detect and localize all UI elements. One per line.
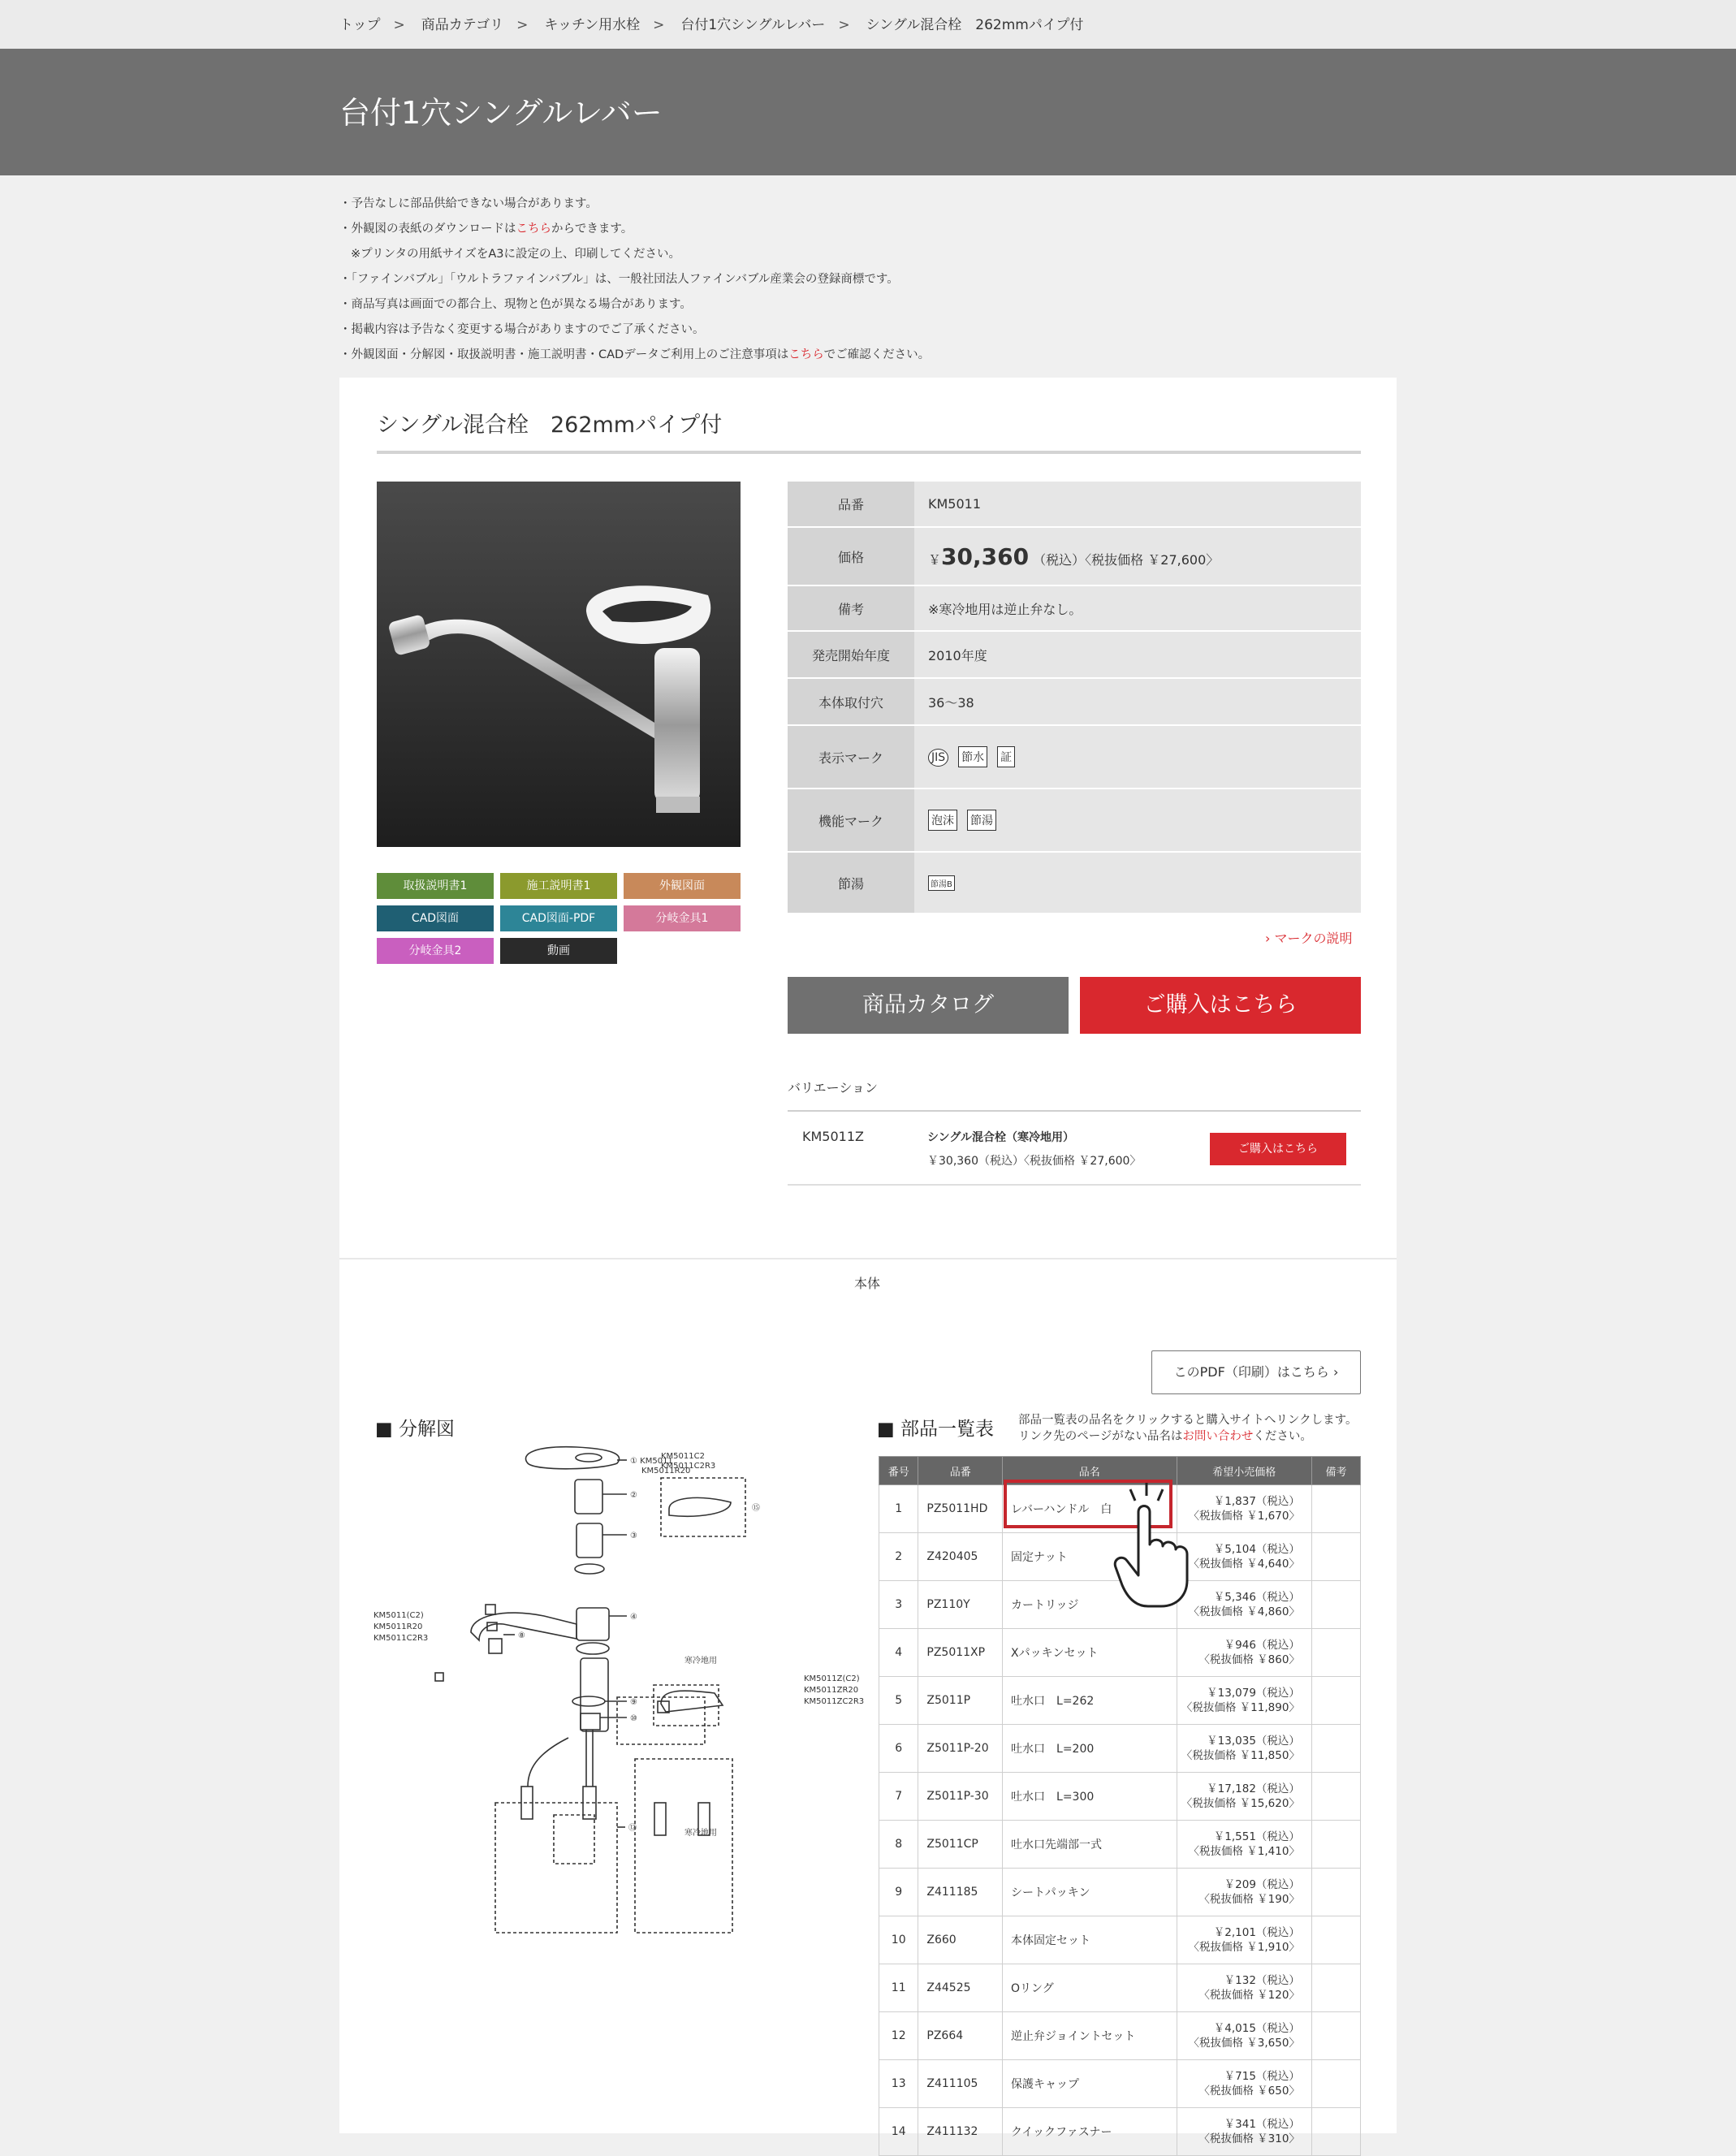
part-code: Z5011P-20 bbox=[918, 1725, 1003, 1773]
diagram-callout: ① KM5011 bbox=[630, 1457, 673, 1466]
note-text: ・外観図面・分解図・取扱説明書・施工説明書・CADデータご利用上のご注意事項は bbox=[339, 348, 789, 361]
table-row bbox=[879, 1821, 1361, 1869]
diagram-callout: ③ bbox=[630, 1532, 637, 1540]
spec-row bbox=[788, 852, 1361, 914]
header-price: 希望小売価格 bbox=[1177, 1457, 1311, 1485]
price-incl-tax: ￥2,101（税込） bbox=[1213, 1926, 1300, 1939]
exploded-view-title: ■ 分解図 bbox=[375, 1419, 456, 1440]
part-name-link[interactable]: 吐水口先端部一式 bbox=[1003, 1821, 1177, 1869]
note: ・予告なしに部品供給できない場合があります。 bbox=[339, 197, 598, 210]
part-number: 12 bbox=[879, 2012, 918, 2060]
parts-list-title: ■ 部品一覧表 bbox=[877, 1419, 995, 1440]
spec-label: 表示マーク bbox=[788, 725, 914, 789]
price-incl-tax: ￥946（税込） bbox=[1224, 1639, 1300, 1652]
spec-row bbox=[788, 482, 1361, 527]
price-excl-tax: 〈税抜価格 ￥1,410〉 bbox=[1188, 1845, 1300, 1858]
part-remarks bbox=[1311, 1916, 1360, 1964]
table-row bbox=[879, 2012, 1361, 2060]
note: ・「ファインバブル」「ウルトラファインバブル」は、一般社団法人ファインバブル産業会の登録商標です。 bbox=[339, 273, 899, 286]
part-name-link[interactable]: 固定ナット bbox=[1003, 1533, 1177, 1581]
contact-link[interactable]: お問い合わせ bbox=[1182, 1430, 1254, 1443]
part-price bbox=[1177, 1821, 1311, 1869]
part-number: 6 bbox=[879, 1725, 918, 1773]
water-saving-mark-icon: 節水 bbox=[958, 746, 987, 767]
breadcrumb: トップ > 商品カテゴリ > キッチン用水栓 > 台付1穴シングルレバー > シングル混合栓 262mmパイプ付 bbox=[339, 17, 1084, 33]
video-button[interactable]: 動画 bbox=[500, 938, 617, 964]
part-name-link[interactable]: 逆止弁ジョイントセット bbox=[1003, 2012, 1177, 2060]
cad-drawing-button[interactable]: CAD図面 bbox=[377, 905, 494, 931]
spec-row bbox=[788, 725, 1361, 789]
diagram-callout: ④ bbox=[630, 1613, 637, 1622]
section-label: 本体 bbox=[854, 1276, 881, 1291]
part-price bbox=[1177, 2108, 1311, 2156]
pdf-print-button[interactable] bbox=[1151, 1350, 1361, 1394]
note: ・掲載内容は予告なく変更する場合がありますのでご了承ください。 bbox=[339, 323, 705, 336]
divider bbox=[377, 451, 1361, 454]
spec-value: ※寒冷地用は逆止弁なし。 bbox=[914, 585, 1361, 631]
part-code: Z420405 bbox=[918, 1533, 1003, 1581]
part-price bbox=[1177, 2012, 1311, 2060]
download-cover-link[interactable]: こちら bbox=[516, 223, 551, 235]
cad-pdf-button[interactable]: CAD図面-PDF bbox=[500, 905, 617, 931]
part-remarks bbox=[1311, 1677, 1360, 1725]
note: ※プリンタの用紙サイズをA3に設定の上、印刷してください。 bbox=[351, 248, 680, 261]
spec-value: KM5011 bbox=[914, 482, 1361, 527]
mark-explanation-label: マークの説明 bbox=[1274, 931, 1353, 946]
spec-value bbox=[914, 527, 1361, 585]
part-remarks bbox=[1311, 1964, 1360, 2012]
part-name-link[interactable]: シートパッキン bbox=[1003, 1869, 1177, 1916]
spec-row bbox=[788, 678, 1361, 725]
price-excl-tax: 〈税抜価格 ￥860〉 bbox=[1198, 1653, 1300, 1666]
part-number: 2 bbox=[879, 1533, 918, 1581]
diagram-label: 寒冷地用 bbox=[684, 1657, 717, 1666]
table-row bbox=[879, 2060, 1361, 2108]
price-incl-tax: ￥5,346（税込） bbox=[1213, 1591, 1300, 1604]
part-name-link[interactable]: 保護キャップ bbox=[1003, 2060, 1177, 2108]
diagram-label: KM5011C2 bbox=[661, 1452, 705, 1461]
table-row bbox=[879, 1964, 1361, 2012]
part-price bbox=[1177, 2060, 1311, 2108]
branch-fitting-1-button[interactable]: 分岐金具1 bbox=[624, 905, 741, 931]
spec-label: 品番 bbox=[788, 482, 914, 527]
spec-table bbox=[788, 482, 1361, 914]
part-number: 1 bbox=[879, 1485, 918, 1533]
parts-note-text: リンク先のページがない品名は bbox=[1018, 1430, 1183, 1443]
variation-buy-button[interactable]: ご購入はこちら bbox=[1210, 1133, 1346, 1165]
price-incl-tax: ￥1,551（税込） bbox=[1213, 1830, 1300, 1843]
part-remarks bbox=[1311, 1725, 1360, 1773]
price-incl-tax: ￥341（税込） bbox=[1224, 2118, 1300, 2131]
price-incl-tax: ￥132（税込） bbox=[1224, 1974, 1300, 1987]
breadcrumb-item-category[interactable]: 商品カテゴリ bbox=[421, 17, 504, 33]
table-row bbox=[879, 1916, 1361, 1964]
part-remarks bbox=[1311, 1533, 1360, 1581]
part-remarks bbox=[1311, 2060, 1360, 2108]
note: ・商品写真は画面での都合上、現物と色が異なる場合があります。 bbox=[339, 298, 692, 311]
part-name-link[interactable]: レバーハンドル 白 bbox=[1003, 1485, 1177, 1533]
product-title: シングル混合栓 262mmパイプ付 bbox=[377, 413, 723, 438]
price-excl-tax: 〈税抜価格 ￥4,860〉 bbox=[1188, 1605, 1300, 1618]
note bbox=[339, 217, 930, 242]
part-code: Z411132 bbox=[918, 2108, 1003, 2156]
diagram-label: KM5011C2R3 bbox=[374, 1634, 429, 1643]
variation-label: バリエーション bbox=[788, 1080, 879, 1095]
hand-pointer-icon bbox=[1111, 1480, 1192, 1609]
parts-note-text: ください。 bbox=[1253, 1430, 1312, 1443]
foam-mark-icon: 泡沫 bbox=[928, 810, 957, 831]
price-incl-tax: ￥13,079（税込） bbox=[1207, 1687, 1300, 1700]
part-number: 14 bbox=[879, 2108, 918, 2156]
part-code: Z44525 bbox=[918, 1964, 1003, 2012]
part-code: Z660 bbox=[918, 1916, 1003, 1964]
spec-row bbox=[788, 789, 1361, 852]
spec-label: 節湯 bbox=[788, 852, 914, 914]
price-main: 30,360 bbox=[941, 542, 1030, 570]
manual-button[interactable]: 取扱説明書1 bbox=[377, 873, 494, 899]
price-incl-tax: ￥4,015（税込） bbox=[1213, 2022, 1300, 2035]
chevron-right-icon: › bbox=[1265, 931, 1271, 946]
price-excl-tax: 〈税抜価格 ￥310〉 bbox=[1198, 2132, 1300, 2145]
price-excl-tax: 〈税抜価格 ￥190〉 bbox=[1198, 1893, 1300, 1906]
part-code: Z5011P bbox=[918, 1677, 1003, 1725]
part-price bbox=[1177, 1485, 1311, 1533]
buy-button[interactable]: ご購入はこちら bbox=[1080, 977, 1361, 1034]
part-price bbox=[1177, 1533, 1311, 1581]
parts-note bbox=[1018, 1412, 1357, 1445]
price-excl-tax: 〈税抜価格 ￥120〉 bbox=[1198, 1989, 1300, 2002]
note-text: からできます。 bbox=[551, 223, 633, 235]
part-number: 13 bbox=[879, 2060, 918, 2108]
price-excl-tax: 〈税抜価格 ￥15,620〉 bbox=[1181, 1797, 1300, 1810]
price-tax: （税込）〈税抜価格 ￥27,600〉 bbox=[1033, 551, 1220, 568]
variation-price: ￥30,360（税込）〈税抜価格 ￥27,600〉 bbox=[927, 1155, 1142, 1168]
divider bbox=[788, 1110, 1361, 1112]
part-number: 5 bbox=[879, 1677, 918, 1725]
part-name-link[interactable]: 吐水口 L=200 bbox=[1003, 1725, 1177, 1773]
note-text: ・外観図の表紙のダウンロードは bbox=[339, 223, 516, 235]
part-number: 4 bbox=[879, 1629, 918, 1677]
price-incl-tax: ￥1,837（税込） bbox=[1213, 1495, 1300, 1508]
part-price bbox=[1177, 1629, 1311, 1677]
divider bbox=[339, 1258, 1397, 1259]
part-name-link[interactable]: Oリング bbox=[1003, 1964, 1177, 2012]
part-number: 11 bbox=[879, 1964, 918, 2012]
part-remarks bbox=[1311, 1869, 1360, 1916]
part-name-link[interactable]: 本体固定セット bbox=[1003, 1916, 1177, 1964]
price-incl-tax: ￥715（税込） bbox=[1224, 2070, 1300, 2083]
part-remarks bbox=[1311, 1773, 1360, 1821]
chevron-right-icon: › bbox=[1332, 1364, 1339, 1380]
breadcrumb-item-single-lever[interactable]: 台付1穴シングルレバー bbox=[680, 17, 826, 33]
diagram-callout: ⑧ bbox=[518, 1631, 525, 1640]
hot-saving-mark-icon: 節湯 bbox=[967, 810, 996, 831]
spec-label: 価格 bbox=[788, 527, 914, 585]
exploded-diagram bbox=[374, 1445, 877, 2046]
part-remarks bbox=[1311, 2012, 1360, 2060]
price-incl-tax: ￥209（税込） bbox=[1224, 1878, 1300, 1891]
terms-link[interactable]: こちら bbox=[788, 348, 824, 361]
spec-value bbox=[914, 852, 1361, 914]
part-remarks bbox=[1311, 1821, 1360, 1869]
spec-value: 2010年度 bbox=[914, 631, 1361, 678]
diagram-label: 寒冷地用 bbox=[684, 1829, 717, 1838]
part-code: PZ5011HD bbox=[918, 1485, 1003, 1533]
part-number: 3 bbox=[879, 1581, 918, 1629]
part-remarks bbox=[1311, 2108, 1360, 2156]
exterior-drawing-button[interactable]: 外観図面 bbox=[624, 873, 741, 899]
part-price bbox=[1177, 1677, 1311, 1725]
price-excl-tax: 〈税抜価格 ￥1,670〉 bbox=[1188, 1510, 1300, 1523]
parts-note-line bbox=[1018, 1428, 1357, 1445]
mark-explanation-link[interactable] bbox=[1265, 928, 1353, 947]
header-code: 品番 bbox=[918, 1457, 1003, 1485]
certified-mark-icon: 証 bbox=[997, 746, 1015, 767]
note bbox=[339, 343, 930, 368]
part-remarks bbox=[1311, 1629, 1360, 1677]
spec-label: 備考 bbox=[788, 585, 914, 631]
note-text: でご確認ください。 bbox=[823, 348, 931, 361]
diagram-label: KM5011R20 bbox=[641, 1467, 691, 1475]
diagram-label: KM5011Z(C2) bbox=[804, 1674, 860, 1683]
part-name-link[interactable]: Xパッキンセット bbox=[1003, 1629, 1177, 1677]
table-row bbox=[879, 1677, 1361, 1725]
variation-name: シングル混合栓（寒冷地用） bbox=[927, 1131, 1074, 1144]
breadcrumb-item-current: シングル混合栓 262mmパイプ付 bbox=[866, 17, 1084, 33]
table-row bbox=[879, 1869, 1361, 1916]
part-code: PZ5011XP bbox=[918, 1629, 1003, 1677]
spec-label: 発売開始年度 bbox=[788, 631, 914, 678]
price-excl-tax: 〈税抜価格 ￥11,890〉 bbox=[1181, 1701, 1300, 1714]
page-header bbox=[0, 49, 1736, 175]
pdf-print-label: このPDF（印刷）はこちら bbox=[1173, 1364, 1329, 1380]
part-number: 8 bbox=[879, 1821, 918, 1869]
product-card bbox=[339, 378, 1397, 1271]
diagram-label: KM5011ZR20 bbox=[804, 1686, 859, 1695]
product-photo bbox=[377, 482, 741, 847]
part-price bbox=[1177, 1916, 1311, 1964]
header-number: 番号 bbox=[879, 1457, 918, 1485]
divider bbox=[788, 1184, 1361, 1186]
part-code: PZ664 bbox=[918, 2012, 1003, 2060]
price-incl-tax: ￥5,104（税込） bbox=[1213, 1543, 1300, 1556]
price-incl-tax: ￥13,035（税込） bbox=[1207, 1735, 1300, 1748]
branch-fitting-2-button[interactable]: 分岐金具2 bbox=[377, 938, 494, 964]
part-remarks bbox=[1311, 1581, 1360, 1629]
header-remarks: 備考 bbox=[1311, 1457, 1360, 1485]
part-number: 7 bbox=[879, 1773, 918, 1821]
spec-value bbox=[914, 725, 1361, 789]
spec-label: 機能マーク bbox=[788, 789, 914, 852]
part-remarks bbox=[1311, 1485, 1360, 1533]
diagram-callout: ⑮ bbox=[752, 1504, 760, 1513]
spec-value: 36～38 bbox=[914, 678, 1361, 725]
price-excl-tax: 〈税抜価格 ￥3,650〉 bbox=[1188, 2037, 1300, 2050]
table-row bbox=[879, 1629, 1361, 1677]
diagram-callout: ⑫ bbox=[628, 1824, 637, 1833]
spec-row bbox=[788, 585, 1361, 631]
page-title: 台付1穴シングルレバー bbox=[339, 95, 663, 131]
part-price bbox=[1177, 1725, 1311, 1773]
part-price bbox=[1177, 1581, 1311, 1629]
part-number: 9 bbox=[879, 1869, 918, 1916]
price-incl-tax: ￥17,182（税込） bbox=[1207, 1782, 1300, 1795]
install-manual-button[interactable]: 施工説明書1 bbox=[500, 873, 617, 899]
setsuyu-b-icon: 節湯B bbox=[928, 875, 955, 891]
part-name-link[interactable]: 吐水口 L=262 bbox=[1003, 1677, 1177, 1725]
diagram-label: KM5011C2R3 bbox=[661, 1462, 716, 1471]
diagram-callout: ② bbox=[630, 1491, 637, 1500]
breadcrumb-item-kitchen[interactable]: キッチン用水栓 bbox=[544, 17, 641, 33]
price-currency: ￥ bbox=[928, 551, 942, 568]
spec-label: 本体取付穴 bbox=[788, 678, 914, 725]
header-name: 品名 bbox=[1003, 1457, 1177, 1485]
part-number: 10 bbox=[879, 1916, 918, 1964]
jis-mark-icon: JIS bbox=[928, 749, 948, 767]
diagram-callout: ⑨ bbox=[630, 1698, 637, 1707]
part-code: Z5011CP bbox=[918, 1821, 1003, 1869]
price-excl-tax: 〈税抜価格 ￥11,850〉 bbox=[1181, 1749, 1300, 1762]
parts-note-line: 部品一覧表の品名をクリックすると購入サイトへリンクします。 bbox=[1018, 1414, 1358, 1427]
part-name-link[interactable]: 吐水口 L=300 bbox=[1003, 1773, 1177, 1821]
table-row bbox=[879, 1725, 1361, 1773]
part-code: PZ110Y bbox=[918, 1581, 1003, 1629]
price-excl-tax: 〈税抜価格 ￥4,640〉 bbox=[1188, 1558, 1300, 1571]
part-price bbox=[1177, 1869, 1311, 1916]
part-code: Z411185 bbox=[918, 1869, 1003, 1916]
diagram-label: KM5011R20 bbox=[374, 1622, 423, 1631]
part-code: Z411105 bbox=[918, 2060, 1003, 2108]
part-code: Z5011P-30 bbox=[918, 1773, 1003, 1821]
diagram-label: KM5011ZC2R3 bbox=[804, 1697, 865, 1706]
part-price bbox=[1177, 1773, 1311, 1821]
catalog-button[interactable]: 商品カタログ bbox=[788, 977, 1069, 1034]
spec-row bbox=[788, 527, 1361, 585]
breadcrumb-item-top[interactable]: トップ bbox=[339, 17, 381, 33]
variation-code: KM5011Z bbox=[802, 1129, 864, 1144]
price-excl-tax: 〈税抜価格 ￥650〉 bbox=[1198, 2085, 1300, 2098]
notes bbox=[339, 192, 930, 368]
table-row bbox=[879, 1773, 1361, 1821]
part-name-link[interactable]: クイックファスナー bbox=[1003, 2108, 1177, 2156]
price-excl-tax: 〈税抜価格 ￥1,910〉 bbox=[1188, 1941, 1300, 1954]
part-price bbox=[1177, 1964, 1311, 2012]
diagram-callout: ⑩ bbox=[630, 1714, 637, 1723]
spec-row bbox=[788, 631, 1361, 678]
spec-value bbox=[914, 789, 1361, 852]
diagram-label: KM5011(C2) bbox=[374, 1611, 424, 1620]
table-row bbox=[879, 2108, 1361, 2156]
part-name-link[interactable]: カートリッジ bbox=[1003, 1581, 1177, 1629]
breadcrumb-bar bbox=[0, 0, 1736, 49]
